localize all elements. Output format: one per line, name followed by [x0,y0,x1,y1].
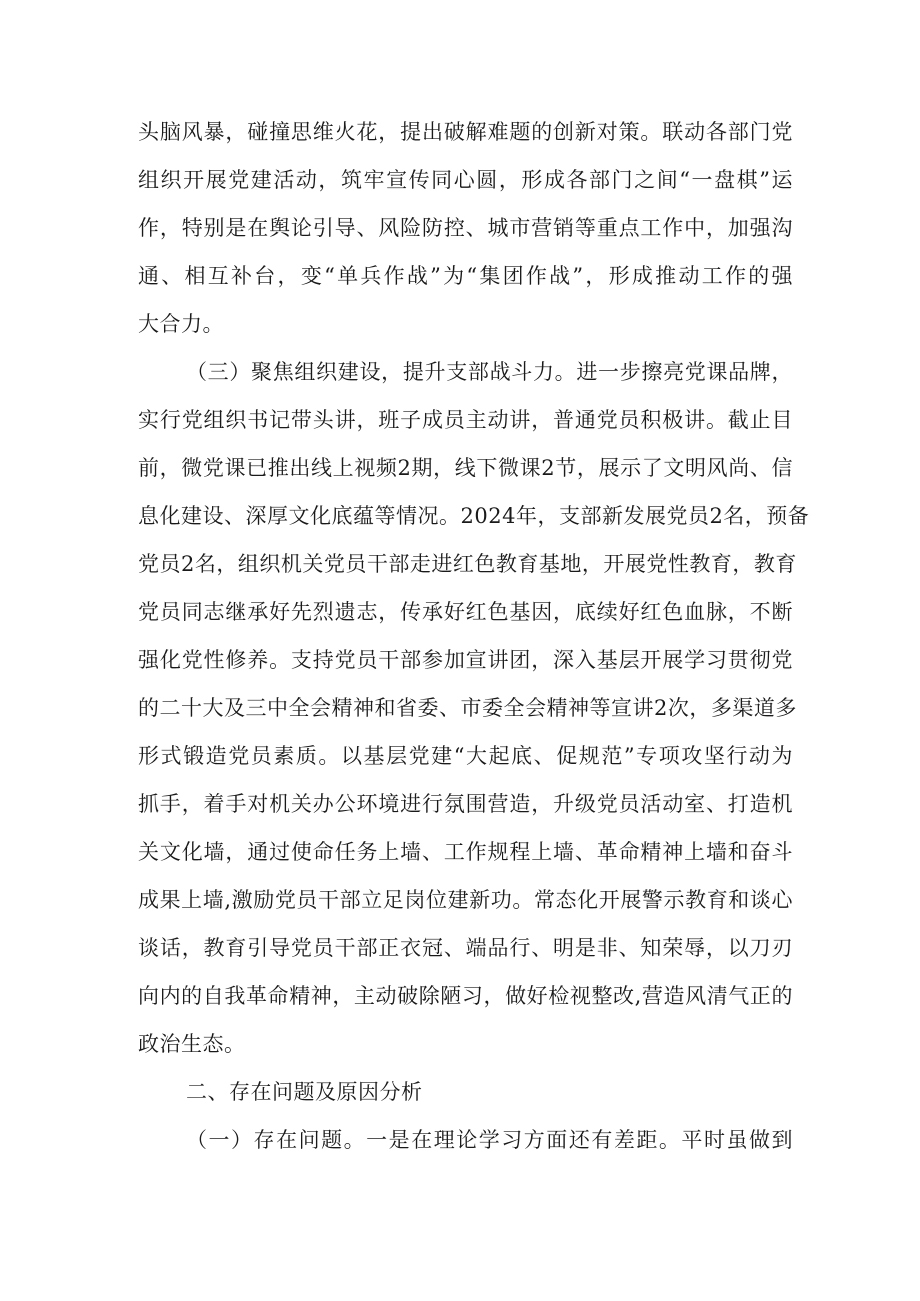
text-line: 头脑风暴，碰撞思维火花，提出破解难题的创新对策。联动各部门党 [138,120,793,144]
text-line: 通、相互补台，变“单兵作战”为“集团作战”，形成推动工作的强 [138,264,793,288]
text-line: 关文化墙，通过使命任务上墙、工作规程上墙、革命精神上墙和奋斗 [138,840,793,864]
text-line: 党员同志继承好先烈遗志，传承好红色基因，底续好红色血脉，不断 [138,600,793,624]
text-line: 实行党组织书记带头讲，班子成员主动讲，普通党员积极讲。截止目 [138,408,793,432]
section-heading-line: （一）存在问题。一是在理论学习方面还有差距。平时虽做到 [186,1128,793,1152]
text-line: 强化党性修养。支持党员干部参加宣讲团，深入基层开展学习贯彻党 [138,648,793,672]
text-line: 政治生态。 [138,1032,246,1056]
text-line: 党员2名，组织机关党员干部走进红色教育基地，开展党性教育，教育 [138,552,797,576]
text-line: 向内的自我革命精神，主动破除陋习，做好检视整改,营造风清气正的 [138,984,793,1008]
text-line: 作，特别是在舆论引导、风险防控、城市营销等重点工作中，加强沟 [138,216,793,240]
text-line: 息化建设、深厚文化底蕴等情况。2024年，支部新发展党员2名，预备 [138,504,810,528]
text-line: 谈话，教育引导党员干部正衣冠、端品行、明是非、知荣辱，以刀刃 [138,936,793,960]
chapter-heading: 二、存在问题及原因分析 [186,1080,423,1104]
text-line: 前，微党课已推出线上视频2期，线下微课2节，展示了文明风尚、信 [138,456,793,480]
text-line: 的二十大及三中全会精神和省委、市委全会精神等宣讲2次，多渠道多 [138,696,797,720]
text-line: 组织开展党建活动，筑牢宣传同心圆，形成各部门之间“一盘棋”运 [138,168,793,192]
text-line: 形式锻造党员素质。以基层党建“大起底、促规范”专项攻坚行动为 [138,744,793,768]
text-line: 成果上墙,激励党员干部立足岗位建新功。常态化开展警示教育和谈心 [138,888,793,912]
section-heading-line: （三）聚焦组织建设，提升支部战斗力。进一步擦亮党课品牌， [186,360,793,384]
text-line: 大合力。 [138,312,224,336]
text-line: 抓手，着手对机关办公环境进行氛围营造，升级党员活动室、打造机 [138,792,793,816]
